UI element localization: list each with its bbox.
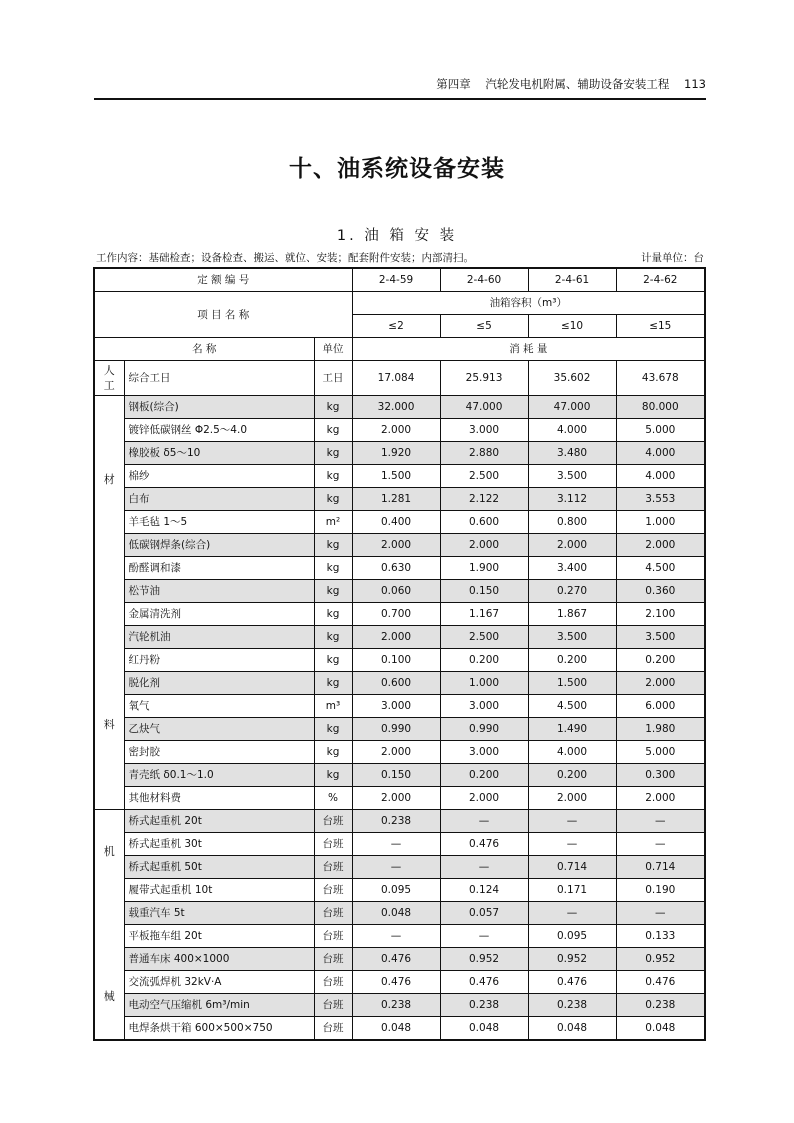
- value-cell: 2.000: [528, 534, 616, 557]
- value-cell: 2.000: [352, 534, 440, 557]
- value-cell: 0.990: [352, 718, 440, 741]
- category-char: 料: [103, 718, 115, 732]
- value-cell: 25.913: [440, 361, 528, 396]
- item-unit: kg: [314, 442, 352, 465]
- item-name: 交流弧焊机 32kV·A: [124, 971, 314, 994]
- value-cell: 0.238: [352, 994, 440, 1017]
- value-cell: 0.630: [352, 557, 440, 580]
- param-cell: ≤5: [440, 315, 528, 338]
- value-cell: 3.500: [528, 626, 616, 649]
- item-name: 载重汽车 5t: [124, 902, 314, 925]
- item-unit: kg: [314, 741, 352, 764]
- value-cell: 0.360: [616, 580, 705, 603]
- value-cell: 0.990: [440, 718, 528, 741]
- value-cell: 0.150: [440, 580, 528, 603]
- value-cell: —: [440, 810, 528, 833]
- value-cell: 2.000: [352, 741, 440, 764]
- value-cell: 2.500: [440, 465, 528, 488]
- value-cell: 0.600: [440, 511, 528, 534]
- machinery-row: [94, 925, 705, 948]
- category-char: 材: [103, 472, 115, 486]
- value-cell: 3.000: [440, 695, 528, 718]
- value-cell: 0.060: [352, 580, 440, 603]
- value-cell: 0.095: [352, 879, 440, 902]
- item-name: 金属清洗剂: [124, 603, 314, 626]
- item-name: 钢板(综合): [124, 396, 314, 419]
- value-cell: 6.000: [616, 695, 705, 718]
- item-unit: 台班: [314, 879, 352, 902]
- value-cell: 4.000: [528, 419, 616, 442]
- value-cell: 0.048: [440, 1017, 528, 1041]
- item-name: 密封胶: [124, 741, 314, 764]
- value-cell: 47.000: [528, 396, 616, 419]
- value-cell: 0.300: [616, 764, 705, 787]
- item-unit: 台班: [314, 925, 352, 948]
- value-cell: 0.238: [352, 810, 440, 833]
- value-cell: 0.095: [528, 925, 616, 948]
- machinery-row: [94, 810, 705, 833]
- value-cell: 3.000: [440, 741, 528, 764]
- value-cell: 0.238: [440, 994, 528, 1017]
- value-cell: 5.000: [616, 419, 705, 442]
- value-cell: 0.714: [528, 856, 616, 879]
- item-unit: kg: [314, 764, 352, 787]
- materials-row: [94, 557, 705, 580]
- param-cell: ≤10: [528, 315, 616, 338]
- work-content: 工作内容：基础检查；设备检查、搬运、就位、安装；配套附件安装；内部清扫。: [96, 252, 474, 264]
- param-label-row: [94, 292, 705, 315]
- item-unit: 台班: [314, 994, 352, 1017]
- item-name: 红丹粉: [124, 649, 314, 672]
- value-cell: 0.200: [528, 649, 616, 672]
- quota-label: 定 额 编 号: [94, 268, 352, 292]
- value-cell: 0.952: [528, 948, 616, 971]
- item-unit: kg: [314, 649, 352, 672]
- value-cell: —: [352, 925, 440, 948]
- value-cell: 1.900: [440, 557, 528, 580]
- value-cell: 1.500: [528, 672, 616, 695]
- value-cell: —: [616, 810, 705, 833]
- value-cell: 0.476: [352, 971, 440, 994]
- item-name: 汽轮机油: [124, 626, 314, 649]
- value-cell: 1.490: [528, 718, 616, 741]
- item-unit: kg: [314, 672, 352, 695]
- value-cell: 2.000: [616, 672, 705, 695]
- item-unit: kg: [314, 419, 352, 442]
- value-cell: 0.200: [528, 764, 616, 787]
- item-unit: 台班: [314, 971, 352, 994]
- value-cell: 4.000: [616, 465, 705, 488]
- labor-category: [94, 361, 124, 396]
- value-cell: —: [528, 902, 616, 925]
- item-unit: 台班: [314, 856, 352, 879]
- category-char: 人工: [103, 364, 115, 392]
- item-unit: kg: [314, 534, 352, 557]
- value-cell: —: [528, 833, 616, 856]
- value-cell: 0.400: [352, 511, 440, 534]
- value-cell: 4.000: [528, 741, 616, 764]
- value-cell: 1.000: [616, 511, 705, 534]
- item-unit: kg: [314, 488, 352, 511]
- item-unit: kg: [314, 603, 352, 626]
- value-cell: 0.476: [528, 971, 616, 994]
- value-cell: —: [440, 925, 528, 948]
- item-unit: m³: [314, 695, 352, 718]
- value-cell: 0.200: [440, 649, 528, 672]
- page-number: 113: [684, 77, 706, 91]
- materials-row: [94, 787, 705, 810]
- value-cell: 0.952: [616, 948, 705, 971]
- item-unit: kg: [314, 580, 352, 603]
- item-unit: kg: [314, 626, 352, 649]
- materials-row: [94, 396, 705, 419]
- code-cell: 2-4-60: [440, 268, 528, 292]
- item-name: 镀锌低碳钢丝 Φ2.5～4.0: [124, 419, 314, 442]
- value-cell: 2.000: [616, 534, 705, 557]
- column-header-row: [94, 338, 705, 361]
- machinery-row: [94, 833, 705, 856]
- value-cell: 0.238: [528, 994, 616, 1017]
- value-cell: 35.602: [528, 361, 616, 396]
- param-cell: ≤2: [352, 315, 440, 338]
- value-cell: 1.167: [440, 603, 528, 626]
- value-cell: 0.476: [440, 833, 528, 856]
- value-cell: 0.057: [440, 902, 528, 925]
- materials-row: [94, 718, 705, 741]
- item-name: 青壳纸 δ0.1～1.0: [124, 764, 314, 787]
- section-title: 十、油系统设备安装: [289, 156, 505, 182]
- value-cell: 3.112: [528, 488, 616, 511]
- value-cell: 0.800: [528, 511, 616, 534]
- code-cell: 2-4-59: [352, 268, 440, 292]
- value-cell: 0.952: [440, 948, 528, 971]
- value-cell: 2.000: [528, 787, 616, 810]
- value-cell: 2.000: [352, 419, 440, 442]
- value-cell: 0.100: [352, 649, 440, 672]
- value-cell: —: [352, 833, 440, 856]
- value-cell: 17.084: [352, 361, 440, 396]
- value-cell: 1.281: [352, 488, 440, 511]
- item-unit: kg: [314, 557, 352, 580]
- item-unit: m²: [314, 511, 352, 534]
- value-cell: —: [352, 856, 440, 879]
- value-cell: 4.500: [528, 695, 616, 718]
- value-cell: 2.500: [440, 626, 528, 649]
- machinery-row: [94, 994, 705, 1017]
- machinery-category: [94, 810, 124, 1041]
- item-unit: 台班: [314, 902, 352, 925]
- materials-row: [94, 672, 705, 695]
- item-name: 综合工日: [124, 361, 314, 396]
- machinery-row: [94, 879, 705, 902]
- value-cell: 32.000: [352, 396, 440, 419]
- value-cell: 1.980: [616, 718, 705, 741]
- value-cell: —: [528, 810, 616, 833]
- item-unit: %: [314, 787, 352, 810]
- page-header: [94, 74, 706, 100]
- work-content-line: [96, 250, 704, 265]
- value-cell: —: [616, 833, 705, 856]
- value-cell: 0.048: [352, 902, 440, 925]
- value-cell: 0.190: [616, 879, 705, 902]
- item-name: 酚醛调和漆: [124, 557, 314, 580]
- item-name: 电焊条烘干箱 600×500×750: [124, 1017, 314, 1041]
- item-name: 桥式起重机 20t: [124, 810, 314, 833]
- value-cell: 2.100: [616, 603, 705, 626]
- value-cell: 2.000: [440, 534, 528, 557]
- value-cell: 47.000: [440, 396, 528, 419]
- value-cell: 0.133: [616, 925, 705, 948]
- materials-row: [94, 580, 705, 603]
- value-cell: 0.476: [352, 948, 440, 971]
- value-cell: 3.000: [352, 695, 440, 718]
- materials-row: [94, 649, 705, 672]
- machinery-row: [94, 1017, 705, 1041]
- materials-row: [94, 488, 705, 511]
- value-cell: 1.867: [528, 603, 616, 626]
- item-unit: 台班: [314, 1017, 352, 1041]
- value-cell: 0.124: [440, 879, 528, 902]
- item-name: 桥式起重机 50t: [124, 856, 314, 879]
- materials-row: [94, 741, 705, 764]
- item-name: 羊毛毡 1～5: [124, 511, 314, 534]
- param-label: 油箱容积（m³）: [352, 292, 705, 315]
- value-cell: 80.000: [616, 396, 705, 419]
- value-cell: 0.714: [616, 856, 705, 879]
- name-header: 名 称: [94, 338, 314, 361]
- value-cell: 0.048: [616, 1017, 705, 1041]
- item-unit: kg: [314, 718, 352, 741]
- materials-row: [94, 534, 705, 557]
- materials-category: [94, 396, 124, 810]
- value-cell: 0.150: [352, 764, 440, 787]
- item-unit: 台班: [314, 833, 352, 856]
- item-unit: 台班: [314, 948, 352, 971]
- subsection-title: 1. 油 箱 安 装: [336, 228, 458, 244]
- chapter-title: 汽轮发电机附属、辅助设备安装工程: [485, 77, 670, 91]
- item-label: 项 目 名 称: [94, 292, 352, 338]
- value-cell: 5.000: [616, 741, 705, 764]
- item-name: 氧气: [124, 695, 314, 718]
- machinery-row: [94, 856, 705, 879]
- category-char: 械: [103, 989, 115, 1003]
- value-cell: 1.920: [352, 442, 440, 465]
- item-name: 履带式起重机 10t: [124, 879, 314, 902]
- item-name: 低碳钢焊条(综合): [124, 534, 314, 557]
- item-name: 平板拖车组 20t: [124, 925, 314, 948]
- item-unit: kg: [314, 465, 352, 488]
- value-cell: 4.000: [616, 442, 705, 465]
- value-cell: —: [616, 902, 705, 925]
- consumption-header: 消 耗 量: [352, 338, 705, 361]
- item-unit: 工日: [314, 361, 352, 396]
- machinery-row: [94, 902, 705, 925]
- value-cell: 2.000: [616, 787, 705, 810]
- code-cell: 2-4-62: [616, 268, 705, 292]
- value-cell: 3.500: [616, 626, 705, 649]
- item-name: 桥式起重机 30t: [124, 833, 314, 856]
- value-cell: 3.553: [616, 488, 705, 511]
- value-cell: 2.000: [352, 787, 440, 810]
- item-name: 白布: [124, 488, 314, 511]
- item-name: 普通车床 400×1000: [124, 948, 314, 971]
- materials-row: [94, 511, 705, 534]
- materials-row: [94, 603, 705, 626]
- item-name: 脱化剂: [124, 672, 314, 695]
- header-text: [436, 76, 706, 92]
- param-cell: ≤15: [616, 315, 705, 338]
- value-cell: 0.048: [352, 1017, 440, 1041]
- quota-table: [93, 267, 706, 1041]
- value-cell: 0.600: [352, 672, 440, 695]
- unit-header: 单位: [314, 338, 352, 361]
- machinery-row: [94, 971, 705, 994]
- value-cell: 3.500: [528, 465, 616, 488]
- value-cell: 3.400: [528, 557, 616, 580]
- value-cell: 2.880: [440, 442, 528, 465]
- value-cell: 3.480: [528, 442, 616, 465]
- materials-row: [94, 442, 705, 465]
- code-cell: 2-4-61: [528, 268, 616, 292]
- item-name: 松节油: [124, 580, 314, 603]
- value-cell: 43.678: [616, 361, 705, 396]
- item-name: 棉纱: [124, 465, 314, 488]
- value-cell: 3.000: [440, 419, 528, 442]
- value-cell: 2.000: [352, 626, 440, 649]
- value-cell: 1.000: [440, 672, 528, 695]
- item-unit: 台班: [314, 810, 352, 833]
- value-cell: 0.171: [528, 879, 616, 902]
- item-name: 电动空气压缩机 6m³/min: [124, 994, 314, 1017]
- value-cell: 2.122: [440, 488, 528, 511]
- value-cell: —: [440, 856, 528, 879]
- machinery-row: [94, 948, 705, 971]
- value-cell: 0.476: [440, 971, 528, 994]
- item-name: 橡胶板 δ5～10: [124, 442, 314, 465]
- value-cell: 0.200: [440, 764, 528, 787]
- item-unit: kg: [314, 396, 352, 419]
- materials-row: [94, 626, 705, 649]
- chapter-number: 第四章: [436, 77, 471, 91]
- value-cell: 0.270: [528, 580, 616, 603]
- measurement-unit: 计量单位：台: [641, 252, 704, 264]
- item-name: 乙炔气: [124, 718, 314, 741]
- header-rule: [94, 98, 706, 100]
- item-name: 其他材料费: [124, 787, 314, 810]
- value-cell: 0.700: [352, 603, 440, 626]
- value-cell: 0.200: [616, 649, 705, 672]
- value-cell: 4.500: [616, 557, 705, 580]
- code-row: [94, 268, 705, 292]
- labor-row: [94, 361, 705, 396]
- materials-row: [94, 764, 705, 787]
- materials-row: [94, 419, 705, 442]
- value-cell: 1.500: [352, 465, 440, 488]
- value-cell: 0.048: [528, 1017, 616, 1041]
- value-cell: 0.238: [616, 994, 705, 1017]
- materials-row: [94, 695, 705, 718]
- value-cell: 0.476: [616, 971, 705, 994]
- category-char: 机: [103, 845, 115, 859]
- value-cell: 2.000: [440, 787, 528, 810]
- materials-row: [94, 465, 705, 488]
